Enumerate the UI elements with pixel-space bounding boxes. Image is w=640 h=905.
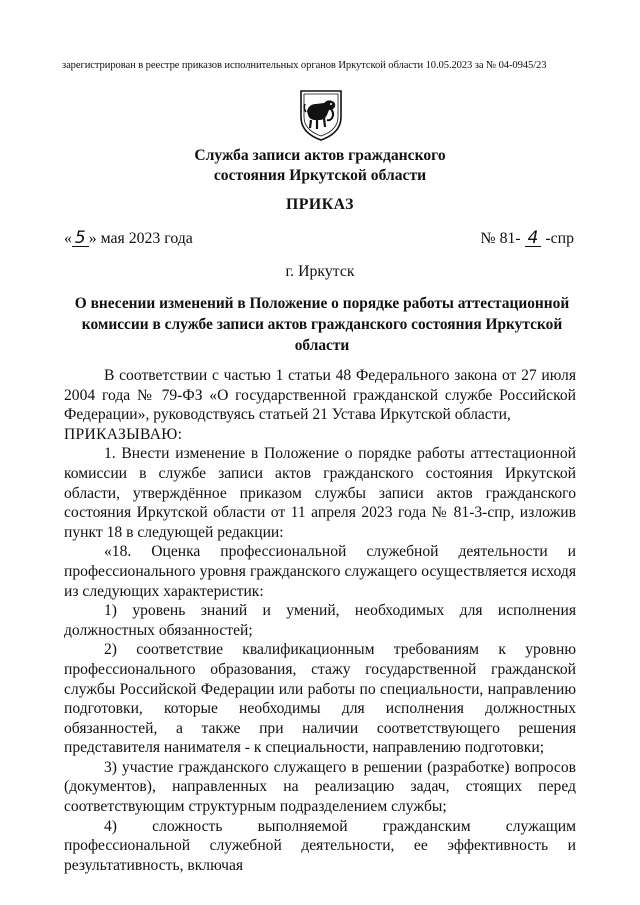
order-subject [66,293,578,356]
command-word: ПРИКАЗЫВАЮ: [64,425,183,443]
date-number-row [64,230,574,252]
number-suffix: -спр [545,230,574,247]
item-1-paragraph: 1. Внести изменение в Положение о порядке работы аттестационной комиссии в службе записи актов гражданского состояния Иркутской области, утверждённое приказом службы записи актов гражданского состояния Иркутской области от 11 апреля 2023 года № 81-3-спр, изложив пункт 18 в следующей редакции: [64,445,576,541]
order-number [481,230,574,248]
subitem-3-paragraph: 3) участие гражданского служащего в решении (разработке) вопросов (документов), направленных на реализацию задач, стоящих перед соответствующим структурным подразделением службы; [64,758,576,816]
subitem-1-paragraph: 1) уровень знаний и умений, необходимых для исполнения должностных обязанностей; [64,602,576,639]
organization-line-1: Служба записи актов гражданского [194,147,446,164]
city-name: г. Иркутск [285,263,355,280]
registration-note: зарегистрирован в реестре приказов исполнительных органов Иркутской области 10.05.2023 за № 04-0945/23 [62,60,547,71]
subitem-2-paragraph: 2) соответствие квалификационным требованиям к уровню профессионального образования, стажу государственной гражданской службы Российской Федерации или работы по специальности, направлению подготовки, которые необходимы для исполнения должностных обязанностей, а также при наличии соответствующего решения представителя нанимателя - к специальности, направлению подготовки; [64,641,576,757]
coat-of-arms-icon [297,87,345,143]
preamble-paragraph: В соответствии с частью 1 статьи 48 Федерального закона от 27 июля 2004 года № 79-ФЗ «О государственной гражданской службе Российской Федерации», руководствуясь статьей 21 Устава Иркутской области, [64,367,576,424]
order-body [64,366,576,875]
organization-name [0,146,640,186]
date-open-quote: « [64,230,72,247]
subject-line-1: О внесении изменений в Положение о порядке работы аттестационной [74,295,570,312]
subject-line-2: комиссии в службе записи актов гражданского состояния Иркутской [81,316,563,333]
handwritten-day: 5 [72,230,89,247]
number-prefix: № 81- [480,230,521,247]
subitem-4-paragraph: 4) сложность выполняемой гражданским служащим профессиональной служебной деятельности, ее эффективность и результативность, включая [64,817,576,874]
organization-line-2: состояния Иркутской области [213,167,427,184]
document-type-heading: ПРИКАЗ [285,196,355,213]
order-date [64,230,193,248]
subject-line-3: области [294,337,350,354]
handwritten-number: 4 [525,230,542,247]
date-month-year: » мая 2023 года [88,230,193,247]
clause-18-paragraph: «18. Оценка профессиональной служебной деятельности и профессионального уровня гражданского служащего осуществляется исходя из следующих характеристик: [64,543,576,600]
